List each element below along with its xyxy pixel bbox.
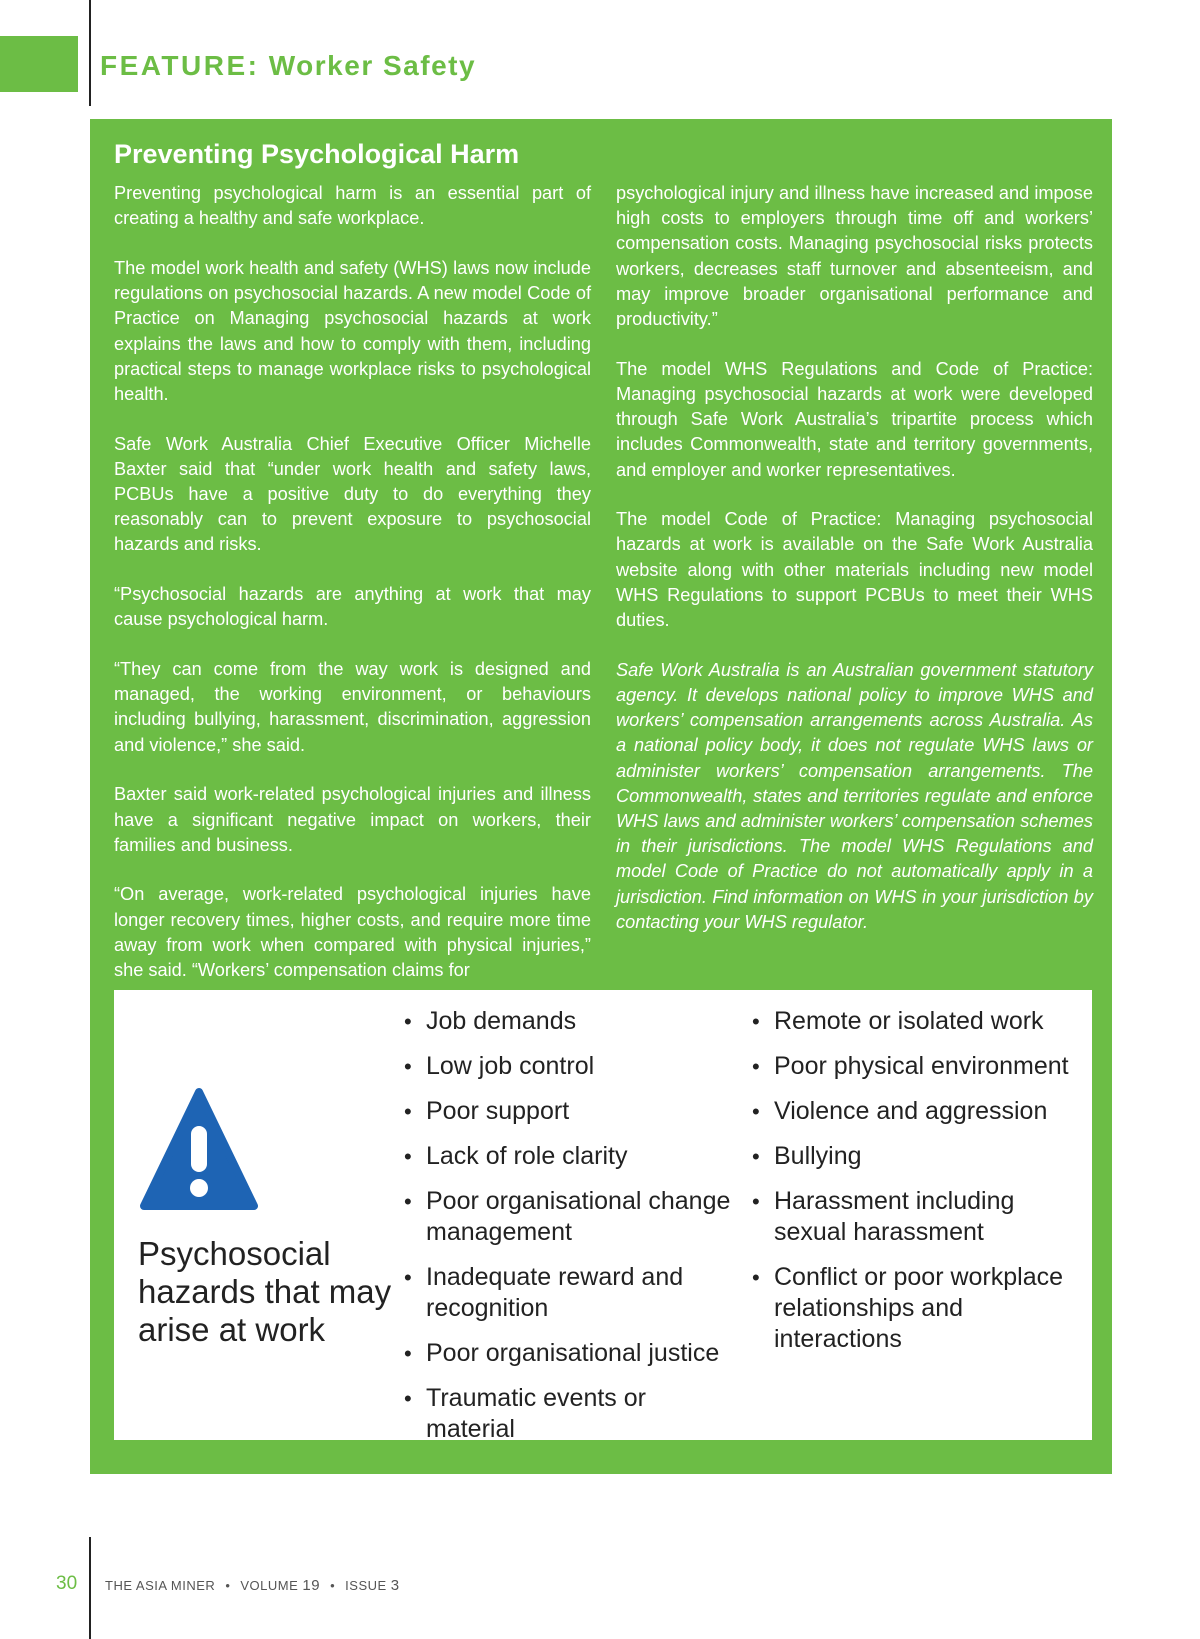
hazard-item: • Violence and aggression [752, 1096, 1082, 1127]
volume-number: 19 [302, 1577, 321, 1594]
header-accent-block [0, 36, 78, 92]
article-column-left [114, 181, 591, 1008]
article-paragraph: Baxter said work-related psychological injuries and illness have a significant negative impact on workers, their families and business. [114, 784, 591, 855]
hazard-item: • Remote or isolated work [752, 1006, 1082, 1037]
article-paragraph: psychological injury and illness have increased and impose high costs to employers through time off and workers’ compensation costs. Managing psychosocial risks protects workers, decreases staff turnover and absenteeism, and may improve broader organisational performance and productivity.” [616, 183, 1093, 330]
hazards-list-one [404, 1006, 734, 1459]
hazards-heading: Psychosocial hazards that may arise at work [138, 1235, 392, 1348]
footer-publication-line [105, 1577, 400, 1594]
article-paragraph: “Psychosocial hazards are anything at work that may cause psychological harm. [114, 584, 591, 630]
issue-label: ISSUE [345, 1578, 387, 1593]
hazard-item: • Inadequate reward and recognition [404, 1262, 734, 1324]
hazard-item: • Bullying [752, 1141, 1082, 1172]
article-column-right [616, 181, 1093, 959]
header-vertical-rule [89, 0, 91, 106]
article-paragraph: The model work health and safety (WHS) laws now include regulations on psychosocial hazards. A new model Code of Practice on Managing psychosocial hazards at work explains the laws and how to comply with them, including practical steps to manage workplace risks to psychological health. [114, 257, 591, 404]
feature-header [100, 50, 476, 82]
warning-triangle-icon [139, 1086, 259, 1214]
hazard-item: • Conflict or poor workplace relationships and interactions [752, 1262, 1082, 1355]
hazard-item: • Poor physical environment [752, 1051, 1082, 1082]
hazard-item: • Job demands [404, 1006, 734, 1037]
article-paragraph: “On average, work-related psychological injuries have longer recovery times, higher costs, and require more time away from work when compared with physical injuries,” she said. “Workers’ compensation claims for [114, 884, 591, 981]
footer-vertical-rule [89, 1537, 91, 1639]
article-paragraph: Safe Work Australia Chief Executive Officer Michelle Baxter said that “under work health and safety laws, PCBUs have a positive duty to do everything they reasonably can to prevent exposure to psychosocial hazards and risks. [114, 433, 591, 555]
feature-label: FEATURE: [100, 50, 260, 81]
article-paragraph: The model WHS Regulations and Code of Practice: Managing psychosocial hazards at work were developed through Safe Work Australia’s tripartite process which includes Commonwealth, state and territory governments, and employer and worker representatives. [616, 358, 1093, 480]
publication-name: THE ASIA MINER [105, 1578, 216, 1593]
article-paragraph: “They can come from the way work is designed and managed, the working environment, or behaviours including bullying, harassment, discrimination, aggression and violence,” she said. [114, 659, 591, 755]
hazard-item: • Poor support [404, 1096, 734, 1127]
footer-separator-dot: • [225, 1578, 231, 1593]
article-title: Preventing Psychological Harm [114, 139, 520, 169]
hazards-list-two [752, 1006, 1082, 1369]
footer-separator-dot: • [330, 1578, 336, 1593]
hazard-item: • Traumatic events or material [404, 1383, 734, 1445]
volume-label: VOLUME [240, 1578, 299, 1593]
hazard-item: • Lack of role clarity [404, 1141, 734, 1172]
feature-title: Worker Safety [268, 50, 477, 81]
hazard-item: • Poor organisational justice [404, 1338, 734, 1369]
page-number: 30 [56, 1573, 78, 1594]
hazard-item: • Poor organisational change management [404, 1186, 734, 1248]
issue-number: 3 [390, 1577, 400, 1594]
hazards-box [114, 990, 1092, 1443]
article-panel [90, 119, 1112, 1474]
article-paragraph: The model Code of Practice: Managing psychosocial hazards at work is available on the Safe Work Australia website along with other materials including new model WHS Regulations to support PCBUs to meet their WHS duties. [616, 509, 1093, 631]
hazard-item: • Harassment including sexual harassment [752, 1186, 1082, 1248]
article-disclaimer: Safe Work Australia is an Australian government statutory agency. It develops national policy to improve WHS and workers’ compensation arrangements across Australia. As a national policy body, it does not regulate WHS laws or administer workers’ compensation arrangements. The Commonwealth, states and territories regulate and enforce WHS laws and administer workers’ compensation schemes in their jurisdictions. The model WHS Regulations and model Code of Practice do not automatically apply in a jurisdiction. Find information on WHS in your jurisdiction by contacting your WHS regulator. [616, 659, 1093, 932]
hazard-item: • Low job control [404, 1051, 734, 1082]
article-paragraph: Preventing psychological harm is an essential part of creating a healthy and safe workplace. [114, 183, 591, 229]
